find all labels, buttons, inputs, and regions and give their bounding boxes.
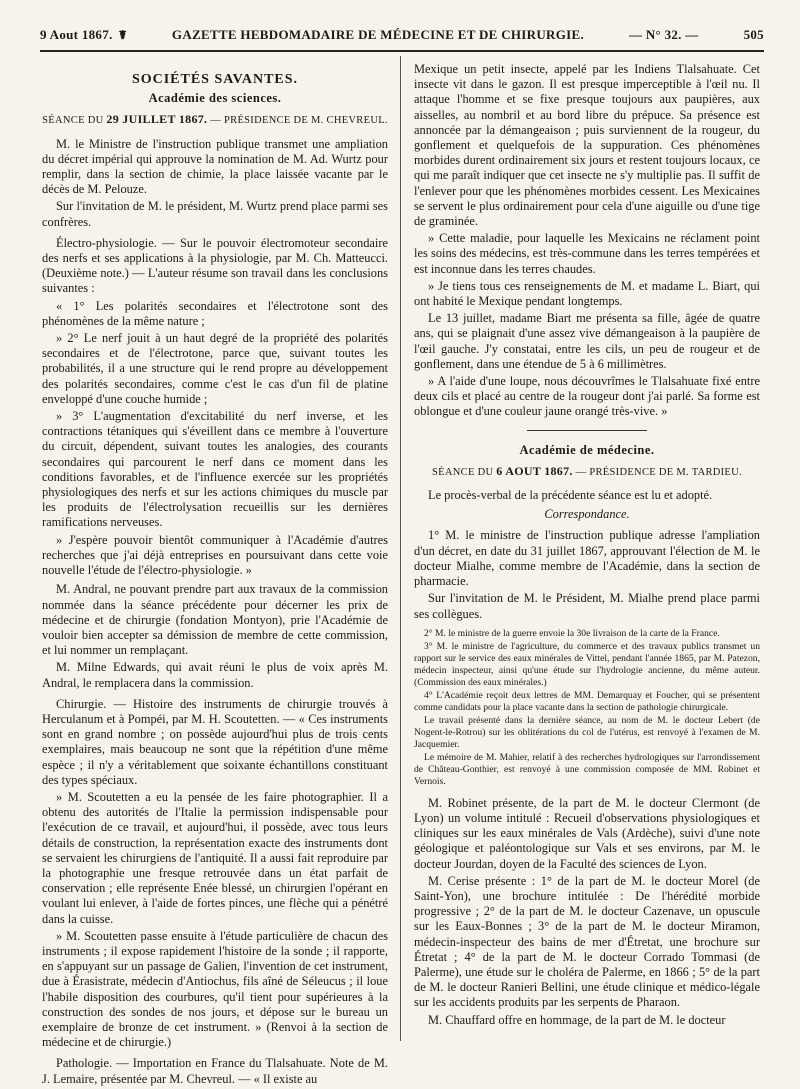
seance-label: SÉANCE DU — [42, 115, 104, 127]
paragraph: M. Robinet présente, de la part de M. le docteur Clermont (de Lyon) un volume intitulé : Recueil d'observations physiologiques et cliniques sur les eaux minérales de Vals (Ardèche), suivi d'une note géologique et paléontologique sur Vals et ses environs, par M. le docteur Jourdan, doyen de la Faculté des sciences de Lyon. — [414, 795, 760, 871]
paragraph: M. le Ministre de l'instruction publique transmet une ampliation du décret impérial qui approuve la nomination de M. Ad. Wurtz pour remplir, dans la section de chimie, la place laissée vacante par le décès de M. Pelouze. — [42, 136, 388, 197]
paragraph: » Cette maladie, pour laquelle les Mexicains ne réclament point les soins des médecins, est très-commune dans les terres tempérées et est inconnue dans les terres chaudes. — [414, 231, 760, 276]
academy-sciences-heading: Académie des sciences. — [148, 91, 282, 106]
small-paragraph: 4° L'Académie reçoit deux lettres de MM. Demarquay et Foucher, qui se présentent comme candidats pour la place vacante dans la section de pathologie chirurgicale. — [414, 689, 760, 713]
seance-line — [414, 464, 760, 480]
paragraph: » A l'aide d'une loupe, nous découvrîmes le Tlalsahuate fixé entre deux cils et placé au centre de la rougeur dont j'ai parlé. Sa forme est oblongue et d'une couleur jaune orangé très-vive. » — [414, 374, 760, 419]
seance-line — [42, 112, 388, 128]
correspondance-heading: Correspondance. — [544, 507, 630, 522]
section-title: SOCIÉTÉS SAVANTES. — [131, 72, 299, 87]
small-print-block — [414, 628, 760, 788]
journal-title: GAZETTE HEBDOMADAIRE DE MÉDECINE ET DE CHIRURGIE. — [171, 27, 585, 42]
paragraph: » 2° Le nerf jouit à un haut degré de la propriété des polarités secondaires et de l'électrotone, parce que, suivant toutes les probabilités, il a une structure qui le rend propre au développement des polarités secondaires, comme c'est le cas d'un fil de platine enveloppé d'une couche humide ; — [42, 331, 388, 406]
paragraph: Électro-physiologie. — Sur le pouvoir électromoteur secondaire des nerfs et ses applications à la physiologie, par M. Ch. Matteucci. (Deuxième note.) — L'auteur résume son travail dans les conclusions suivantes : — [42, 235, 388, 296]
small-paragraph: Le mémoire de M. Mahier, relatif à des recherches hydrologiques sur l'arrondissement de Château-Gonthier, est renvoyé à une commission composée de MM. Robinet et Vernois. — [414, 751, 760, 787]
column-divider — [400, 56, 401, 1041]
paragraph: M. Milne Edwards, qui avait réuni le plus de voix après M. Andral, le remplacera dans la commission. — [42, 660, 388, 690]
proces-verbal: Le procès-verbal de la précédente séance est lu et adopté. — [428, 488, 713, 503]
paragraph: M. Cerise présente : 1° de la part de M. le docteur Morel (de Saint-Yon), une brochure intitulée : De l'hérédité morbide progressive ; 2° de la part de M. le docteur Cazenave, un opuscule sur les Eaux-Bonnes ; 3° de la part de M. le docteur Miramon, médecin-inspecteur des bains de mer d'Étretat, une brochure sur Étretat ; 4° de la part de M. le docteur Corrado Tommasi (de Palerme), une étude sur le choléra de Palerme, en 1866 ; 5° de la part de M. le docteur Ranieri Bellini, une étude clinique et médico-légale sur les accidents produits par les serpents de Pharaon. — [414, 873, 760, 1010]
seance-date: 6 AOUT 1867. — [496, 463, 573, 478]
header-rule — [40, 50, 764, 52]
paragraph: Sur l'invitation de M. le Président, M. Mialhe prend place parmi ses collègues. — [414, 591, 760, 621]
paragraph: 1° M. le ministre de l'instruction publique adresse l'ampliation d'un décret, en date du 31 juillet 1867, approuvant l'élection de M. le docteur Mialhe, comme membre de l'Académie, dans la section de pharmacie. — [414, 528, 760, 589]
paragraph: Mexique un petit insecte, appelé par les Indiens Tlalsahuate. Cet insecte vit dans le gazon. Il est presque imperceptible à l'œil nu. Il attaque l'homme et se fixe presque toujours aux paupières, aux aisselles, au nombril et au bord libre du prépuce. Sa présence est annoncée par la démangeaison ; puis surviennent de la rougeur, du gonflement et quelquefois de la suppuration. Ces phénomènes morbides durent ordinairement six jours et restent toujours locaux, ce qui me paraît indiquer que cet insecte ne s'y multiplie pas. Il suffit de l'enlever pour que les phénomènes morbides cessent. Les Mexicaines se servent le plus ordinairement pour cela d'une aiguille ou d'une tige de graminée. — [414, 62, 760, 229]
paragraph: » M. Scoutetten passe ensuite à l'étude particulière de chacun des instruments ; il expose rapidement l'histoire de la sonde ; il rapporte, en s'appuyant sur un passage de Galien, l'invention de cet instrument, due à Érasistrate, médecin d'Antiochus, fils aîné de Séleucus ; il loue l'habile disposition des courbures, qu'il tient pour supérieures à la construction des sondes de nos jours, et dépose sur le bureau un exemplaire de bronze de cet instrument. » (Renvoi à la section de médecine et de chirurgie.) — [42, 928, 388, 1050]
seance-president: — PRÉSIDENCE DE M. TARDIEU. — [575, 466, 742, 478]
issue-number: — N° 32. — — [629, 27, 699, 42]
paragraph: Pathologie. — Importation en France du Tlalsahuate. Note de M. J. Lemaire, présentée par M. Chevreul. — « Il existe au — [42, 1056, 388, 1086]
small-paragraph: 2° M. le ministre de la guerre envoie la 30e livraison de la carte de la France. — [424, 627, 720, 639]
paragraph: Le 13 juillet, madame Biart me présenta sa fille, âgée de quatre ans, qui se plaignait d'une assez vive démangeaison à la paupière de l'œil gauche. J'y constatai, entre les cils, un peu de rougeur et de gonflement, dans une étendue de 5 à 6 millimètres. — [414, 311, 760, 371]
seance-president: — PRÉSIDENCE DE M. CHEVREUL. — [210, 115, 388, 127]
small-paragraph: Le travail présenté dans la dernière séance, au nom de M. le docteur Lebert (de Nogent-le-Rotrou) sur les oblitérations du col de l'utérus, est renvoyé à l'examen de M. Jacquemier. — [414, 714, 760, 750]
section-separator — [527, 430, 647, 431]
paragraph: » M. Scoutetten a eu la pensée de les faire photographier. Il a obtenu des autorités de l'Italie la permission indispensable pour l'exécution de ce travail, et aujourd'hui, il possède, avec tous leurs détails de construction, la représentation exacte des instruments dont se servaient les chirurgiens de l'antiquité. Il a aussi fait reproduire par la photographie une fresque retrouvée dans un état parfait de conservation ; elle représente Enée blessé, un chirurgien l'opérant en voulant lui enlever, à l'aide de fortes pinces, une flèche qui a pénétré dans la cuisse. — [42, 789, 388, 926]
header-date: 9 Aout 1867. — [40, 27, 113, 42]
paragraph: M. Chauffard offre en hommage, de la part de M. le docteur — [428, 1012, 726, 1027]
seance-label: SÉANCE DU — [432, 466, 494, 478]
seance-date: 29 JUILLET 1867. — [106, 112, 208, 127]
right-column — [414, 62, 760, 1030]
page-number: 505 — [743, 27, 764, 42]
header-date-group — [40, 27, 127, 43]
paragraph: » 3° L'augmentation d'excitabilité du nerf inverse, et les contractions tétaniques qui s'éveillent dans ce membre à l'ouverture du circuit, dépendent, suivant toutes les analogies, des courants secondaires qui parcourent le nerf dans ce moment dans les conditions favorables, et de l'influence exercée sur les propriétés physiologiques des nerfs et sur les actions chimiques du muscle par les produits de l'électrolysation recueillis sur les dernières ramifications nerveuses. — [42, 409, 388, 530]
paragraph: « 1° Les polarités secondaires et l'électrotone sont des phénomènes de la même nature ; — [42, 298, 388, 328]
paragraph: M. Andral, ne pouvant prendre part aux travaux de la commission nommée dans la séance précédente pour décerner les prix de médecine et de chirurgie (fondation Montyon), prie l'Académie de vouloir bien accepter sa démission de membre de cette commission, et lui nommer un remplaçant. — [42, 582, 388, 658]
small-paragraph: 3° M. le ministre de l'agriculture, du commerce et des travaux publics transmet un rapport sur le service des eaux minérales de Vittel, pendant l'année 1865, par M. Patezon, médecin inspecteur, ainsi qu'une étude sur l'hydrologie ancienne, du même auteur. (Commission des eaux minérales.) — [414, 640, 760, 688]
paragraph: » J'espère pouvoir bientôt communiquer à l'Académie d'autres recherches que j'ai déjà entreprises en poursuivant dans cette voie nouvelle l'étude de l'électro-physiologie. » — [42, 532, 388, 578]
page-header — [40, 24, 764, 46]
paragraph: » Je tiens tous ces renseignements de M. et madame L. Biart, qui ont habité le Mexique pendant longtemps. — [414, 278, 760, 309]
left-column — [42, 62, 388, 1089]
paragraph: Chirurgie. — Histoire des instruments de chirurgie trouvés à Herculanum et à Pompéi, par M. H. Scoutetten. — « Ces instruments sont en grand nombre ; on possède aujourd'hui plus de trois cents exemplaires, mais beaucoup ne sont que la répétition d'une même espèce ; il n'y a véritablement que soixante échantillons constituant des types spéciaux. — [42, 696, 388, 787]
academy-medecine-heading: Académie de médecine. — [519, 442, 655, 457]
caduceus-icon: ☤ — [118, 27, 127, 42]
paragraph: Sur l'invitation de M. le président, M. Wurtz prend place parmi ses confrères. — [42, 199, 388, 229]
